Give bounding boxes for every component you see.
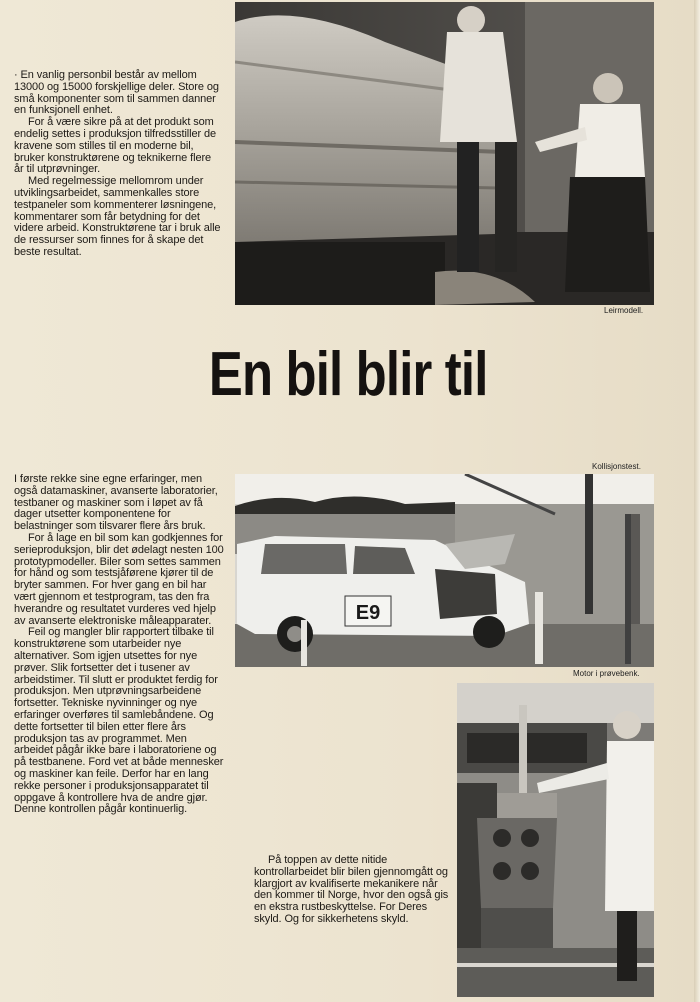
intro-text-column bbox=[14, 70, 222, 259]
caption-engine-bench: Motor i prøvebenk. bbox=[573, 669, 640, 678]
engine-bench-photo bbox=[457, 683, 654, 997]
closing-paragraph: På toppen av dette nitide kontrollarbeidet blir bilen gjennomgått og klargjort av kvalifiserte mekanikere når den kommer til Norge, hvor den også gis en ekstra rustbeskyttelse. For Deres skyld. Og for sikkerhetens skyld. bbox=[254, 854, 449, 925]
main-text-column bbox=[14, 474, 228, 816]
intro-paragraph-2: For å være sikre på at det produkt som endelig settes i produksjon tilfredsstiller de kravene som stilles til en moderne bil, bruker konstruktørene og teknikerne flere år til utprøvninger. bbox=[14, 116, 217, 176]
caption-clay-model: Leirmodell. bbox=[604, 306, 644, 315]
intro-paragraph-1: · En vanlig personbil består av mellom 13000 og 15000 forskjellige deler. Store og små komponenter som til sammen danner en funksjonell enhet. bbox=[14, 69, 219, 117]
intro-paragraph-3: Med regelmessige mellomrom under utviklingsarbeidet, sammenkalles store testpaneler som kommenterer løsningene, kommentarer som får betydning for det videre arbeid. Konstruktørene tar i bruk alle de ressurser som finnes for å skape det beste resultat. bbox=[14, 175, 221, 258]
main-paragraph-2: For å lage en bil som kan godkjennes for serieproduksjon, blir det ødelagt nesten 100 prototypmodeller. Biler som settes sammen for hånd og som testsjåførene kjører til de bryter sammen. For hver gang en bil har vært gjennom et testprogram, tas den fra hverandre og resultatet vurderes ved hjelp av avanserte elektroniske måleapparater. bbox=[14, 531, 224, 627]
closing-text-column bbox=[254, 855, 450, 926]
main-paragraph-1: I første rekke sine egne erfaringer, men også datamaskiner, avanserte laboratorier, testbaner og maskiner som i løpet av få dager utsetter komponentene for belastninger som tilsvarer flere års bruk. bbox=[14, 473, 218, 533]
crash-test-photo bbox=[235, 474, 654, 667]
main-paragraph-3: Feil og mangler blir rapportert tilbake til konstruktørene som utarbeider nye alternativer. Som igjen utsettes for nye prøver. Slik fortsetter det i tusener av arbeidstimer. Til slutt er produktet ferdig for produksjon. Men utprøvningsarbeidene fortsetter. Tekniske nyvinninger og nye erfaringer overføres til samlebåndene. Og dette fortsetter til bilen etter flere års produksjon tas av programmet. Men arbeidet pågår ikke bare i laboratoriene og på testbanene. Ford vet at både mennesker og maskiner kan feile. Derfor har en lang rekke personer i produksjonsapparatet til oppgave å kontrollere hva de andre gjør. Denne kontrollen pågår kontinuerlig. bbox=[14, 626, 224, 816]
page-title: En bil blir til bbox=[208, 340, 488, 409]
clay-model-photo bbox=[235, 2, 654, 305]
page-edge bbox=[694, 0, 700, 1002]
crash-car-number: E9 bbox=[355, 602, 381, 624]
caption-crash-test: Kollisjonstest. bbox=[592, 462, 641, 471]
